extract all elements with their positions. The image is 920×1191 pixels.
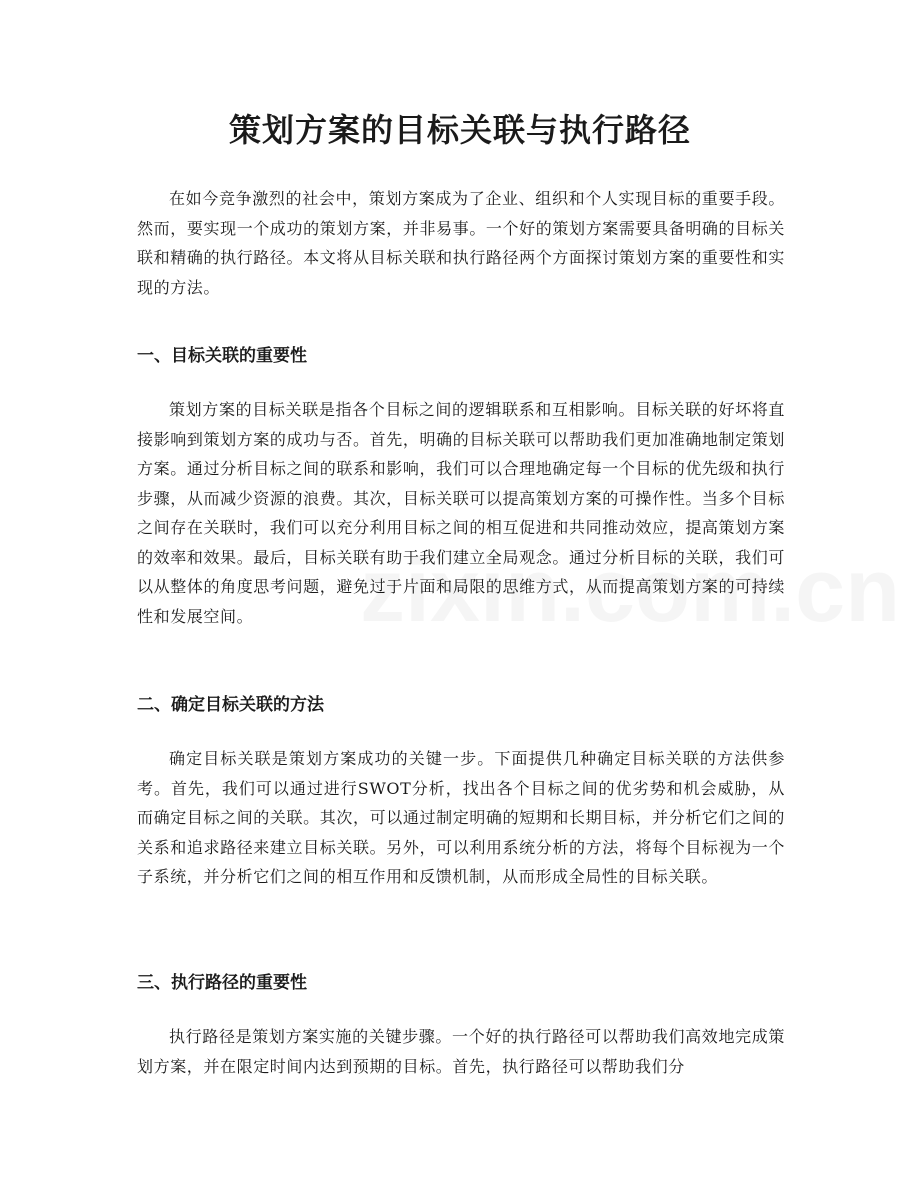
document-title: 策划方案的目标关联与执行路径 — [228, 111, 691, 149]
section-2-paragraph: 确定目标关联是策划方案成功的关键一步。下面提供几种确定目标关联的方法供参考。首先，我们可以通过进行SWOT分析，找出各个目标之间的优劣势和机会威胁，从而确定目标之间的关联。其次，可以通过制定明确的短期和长期目标，并分析它们之间的关系和追求路径来建立目标关联。另外，可以利用系统分析的方法，将每个目标视为一个子系统，并分析它们之间的相互作用和反馈机制，从而形成全局性的目标关联。 — [137, 749, 785, 886]
section-1-heading: 一、目标关联的重要性 — [137, 346, 307, 366]
section-1-paragraph: 策划方案的目标关联是指各个目标之间的逻辑联系和互相影响。目标关联的好坏将直接影响到策划方案的成功与否。首先，明确的目标关联可以帮助我们更加准确地制定策划方案。通过分析目标之间的联系和影响，我们可以合理地确定每一个目标的优先级和执行步骤，从而减少资源的浪费。其次，目标关联可以提高策划方案的可操作性。当多个目标之间存在关联时，我们可以充分利用目标之间的相互促进和共同推动效应，提高策划方案的效率和效果。最后，目标关联有助于我们建立全局观念。通过分析目标的关联，我们可以从整体的角度思考问题，避免过于片面和局限的思维方式，从而提高策划方案的可持续性和发展空间。 — [137, 400, 785, 626]
section-3-heading: 三、执行路径的重要性 — [137, 973, 307, 993]
intro-paragraph: 在如今竞争激烈的社会中，策划方案成为了企业、组织和个人实现目标的重要手段。然而，要实现一个成功的策划方案，并非易事。一个好的策划方案需要具备明确的目标关联和精确的执行路径。本文将从目标关联和执行路径两个方面探讨策划方案的重要性和实现的方法。 — [137, 189, 785, 297]
section-2-heading: 二、确定目标关联的方法 — [137, 695, 324, 715]
section-3-paragraph: 执行路径是策划方案实施的关键步骤。一个好的执行路径可以帮助我们高效地完成策划方案，并在限定时间内达到预期的目标。首先，执行路径可以帮助我们分 — [137, 1027, 785, 1076]
